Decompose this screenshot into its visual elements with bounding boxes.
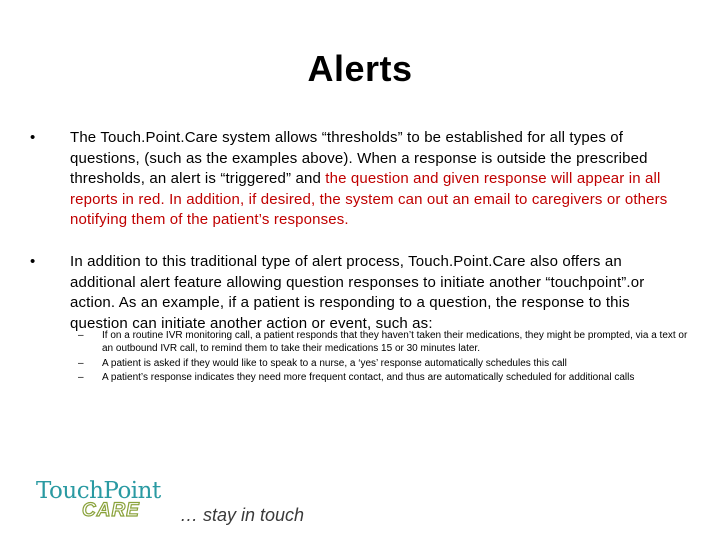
bullet-text-normal: The Touch.Point.Care system allows “thresholds” to be established for all types of questions, (such as the examples above). When a response is outside the prescribed thresholds, an alert is “triggered” and <box>70 129 648 187</box>
slide-title: Alerts <box>307 48 413 89</box>
bullet-marker: • <box>30 253 36 270</box>
bullet-text-touchpoint: In addition to this traditional type of alert process, Touch.Point.Care also offers an additional alert feature allowing question responses to initiate another “touchpoint”.or action. As an example, if a patient is responding to a question, the response to this question can initiate another action or event, such as: <box>70 253 645 332</box>
logo-brand-care: CARE <box>82 500 140 521</box>
sub-bullet-item <box>78 330 698 356</box>
bullet-text-thresholds <box>70 128 685 231</box>
touchpoint-care-logo <box>36 478 316 528</box>
sub-bullet-item <box>78 358 698 371</box>
logo-tagline: … stay in touch <box>180 505 305 525</box>
bullet-text-red-highlight: the question and given response will appear in all reports in red. In addition, if desired, the system can out an email to caregivers or others notifying them of the patient’s responses. <box>70 170 668 228</box>
sub-bullet-list <box>78 330 698 387</box>
sub-bullet-marker: – <box>78 357 84 369</box>
sub-bullet-item <box>78 372 698 385</box>
logo-brand-touchpoint: TouchPoint <box>36 478 161 504</box>
sub-bullet-text: A patient’s response indicates they need more frequent contact, and thus are automatically scheduled for additional calls <box>102 372 635 384</box>
sub-bullet-text: If on a routine IVR monitoring call, a patient responds that they haven’t taken their medications, they might be prompted, via a text or an outbound IVR call, to remind them to take their medications 15 or 30 minutes later. <box>102 330 688 354</box>
sub-bullet-text: A patient is asked if they would like to speak to a nurse, a ‘yes’ response automatically schedules this call <box>102 357 567 369</box>
sub-bullet-marker: – <box>78 330 84 341</box>
bullet-marker: • <box>30 129 36 146</box>
sub-bullet-marker: – <box>78 372 84 384</box>
